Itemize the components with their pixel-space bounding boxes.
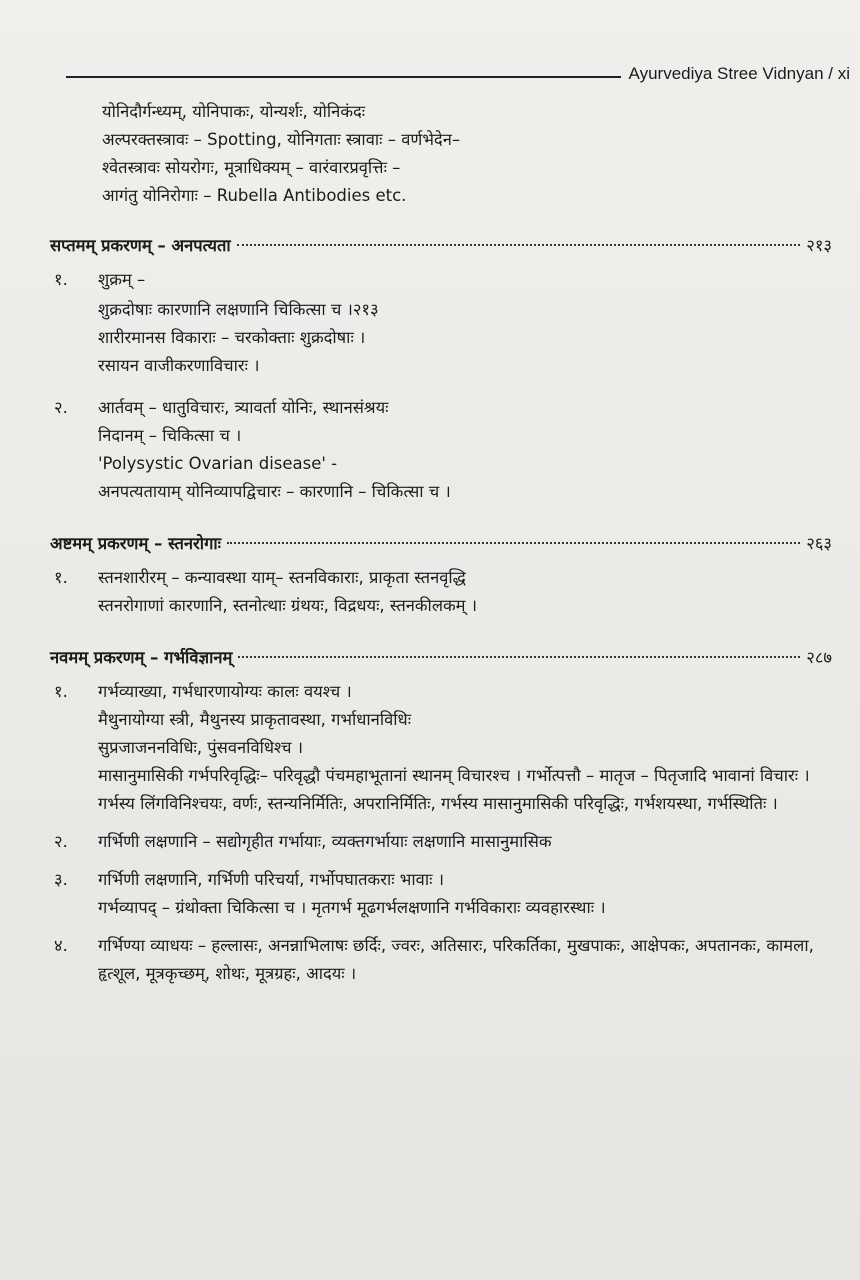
toc-item	[50, 266, 832, 294]
item-number: ३.	[54, 870, 68, 889]
intro-block	[50, 98, 832, 210]
item-line: आर्तवम् – धातुविचारः, त्र्यावर्ता योनिः, स्थानसंश्रयः	[98, 398, 389, 417]
item-line: शुक्रदोषाः कारणानि लक्षणानि चिकित्सा च ।२१३	[98, 300, 379, 319]
dot-leader	[227, 542, 800, 544]
item-line: गर्भिणी लक्षणानि, गर्भिणी परिचर्या, गर्भोपघातकराः भावाः ।	[98, 870, 444, 889]
item-line: शुक्रम् –	[98, 270, 146, 289]
item-number	[50, 296, 98, 380]
item-line: सुप्रजाजननविधिः, पुंसवनविधिश्च ।	[98, 738, 304, 757]
item-number: १.	[54, 682, 68, 701]
item-line: गर्भस्य लिंगविनिश्चयः, वर्णः, स्तन्यनिर्मितिः, अपरानिर्मितिः, गर्भस्य मासानुमासिकी परिवृद्धिः, गर्भशयस्था, गर्भस्थितिः ।	[98, 794, 778, 813]
dot-leader	[238, 656, 800, 658]
toc-item	[50, 932, 832, 988]
item-line: अनपत्यतायाम् योनिव्यापद्विचारः – कारणानि – चिकित्सा च ।	[98, 482, 451, 501]
chapter-heading	[50, 232, 832, 260]
item-line: शारीरमानस विकाराः – चरकोक्ताः शुक्रदोषाः ।	[98, 328, 366, 347]
toc-item	[50, 828, 832, 856]
chapter-heading	[50, 644, 832, 672]
item-line: मैथुनायोग्या स्त्री, मैथुनस्य प्राकृतावस्था, गर्भाधानविधिः	[98, 710, 412, 729]
item-line: गर्भव्यापद् – ग्रंथोक्ता चिकित्सा च । मृतगर्भ मूढगर्भलक्षणानि गर्भविकाराः व्यवहारस्थाः ।	[98, 898, 606, 917]
item-number: ४.	[54, 936, 68, 955]
toc-item	[50, 866, 832, 922]
item-line: स्तनरोगाणां कारणानि, स्तनोत्थाः ग्रंथयः, विद्रधयः, स्तनकीलकम् ।	[98, 596, 478, 615]
item-line: मासानुमासिकी गर्भपरिवृद्धिः– परिवृद्धौ पंचमहाभूतानां स्थानम् विचारश्च । गर्भोत्पत्तौ – मातृज – पितृजादि भावानां विचारः ।	[98, 766, 810, 785]
chapter-title: अष्टमम् प्रकरणम् – स्तनरोगाः	[50, 534, 221, 553]
chapter-page-number: २८७	[806, 648, 832, 667]
chapter-page-number: २१३	[806, 236, 832, 255]
toc-item	[50, 678, 832, 818]
toc-item	[50, 564, 832, 620]
dot-leader	[237, 244, 801, 246]
chapter-heading	[50, 530, 832, 558]
intro-line: योनिदौर्गन्ध्यम्, योनिपाकः, योन्यर्शः, योनिकंदः	[102, 102, 366, 121]
item-line: गर्भिणी लक्षणानि – सद्योगृहीत गर्भायाः, व्यक्तगर्भायाः लक्षणानि मासानुमासिक	[98, 832, 552, 851]
chapter-title: सप्तमम् प्रकरणम् – अनपत्यता	[50, 236, 231, 255]
page-header	[66, 58, 850, 84]
item-number: १.	[54, 568, 68, 587]
item-line: गर्भव्याख्या, गर्भधारणायोग्यः कालः वयश्च ।	[98, 682, 352, 701]
header-title: Ayurvediya Stree Vidnyan / xi	[628, 64, 850, 83]
chapter-title: नवमम् प्रकरणम् – गर्भविज्ञानम्	[50, 648, 233, 667]
item-line: 'Polysystic Ovarian disease' -	[98, 454, 338, 473]
item-line: रसायन वाजीकरणाविचारः ।	[98, 356, 260, 375]
item-number: २.	[54, 832, 68, 851]
intro-line: आगंतु योनिरोगाः – Rubella Antibodies etc.	[102, 186, 407, 205]
toc-item	[50, 394, 832, 506]
chapter-page-number: २६३	[806, 534, 832, 553]
item-line: स्तनशारीरम् – कन्यावस्था याम्– स्तनविकाराः, प्राकृता स्तनवृद्धि	[98, 568, 466, 587]
item-line: गर्भिण्या व्याधयः – हल्लासः, अनन्नाभिलाषः छर्दिः, ज्वरः, अतिसारः, परिकर्तिका, मुखपाकः, आक्षेपकः, अपतानकः, कामला, हृत्शूल, मूत्रकृच्छम्, शोथः, मूत्रग्रहः, आदयः ।	[98, 936, 814, 983]
intro-line: श्वेतस्त्रावः सोयरोगः, मूत्राधिक्यम् – वारंवारप्रवृत्तिः –	[102, 158, 401, 177]
item-number: १.	[54, 270, 68, 289]
item-number: २.	[54, 398, 68, 417]
intro-line: अल्परक्तस्त्रावः – Spotting, योनिगताः स्त्रावाः – वर्णभेदेन–	[102, 130, 461, 149]
toc-item	[50, 296, 832, 380]
item-line: निदानम् – चिकित्सा च ।	[98, 426, 242, 445]
header-rule	[66, 76, 621, 78]
toc-content	[50, 98, 832, 988]
